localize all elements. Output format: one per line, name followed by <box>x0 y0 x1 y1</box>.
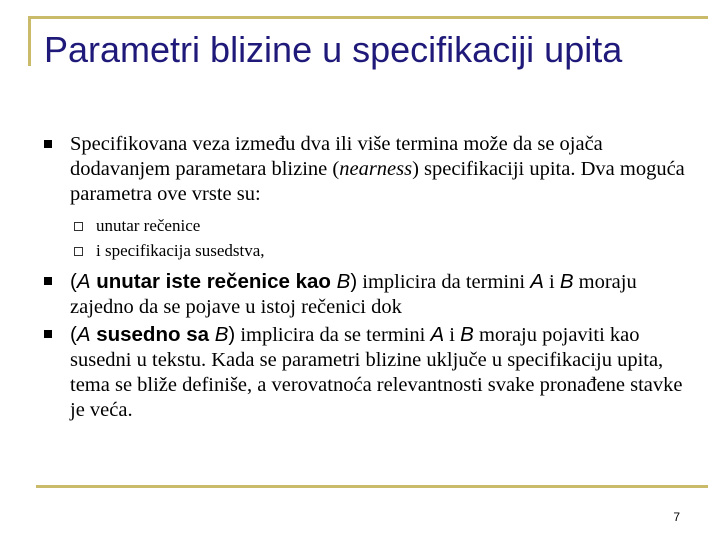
bullet-item-3 <box>36 322 696 423</box>
frame-left-border <box>28 16 31 66</box>
bullet-3-var-b2: B <box>460 323 474 346</box>
sub-bullet-list <box>70 213 696 263</box>
frame-top-border <box>28 16 708 19</box>
bullet-3-bold-phrase: susedno sa <box>90 323 215 346</box>
bullet-2-bold-phrase: unutar iste rečenice kao <box>90 270 337 293</box>
slide-title: Parametri blizine u specifikaciji upita <box>44 29 623 70</box>
bullet-3-var-a2: A <box>430 323 445 346</box>
bullet-1-text-before: Specifikovana veza između dva ili više termina može da se ojača dodavanjem parametara blizine ( <box>70 133 603 180</box>
bullet-2-var-a: A <box>76 270 91 293</box>
page-number: 7 <box>673 510 680 524</box>
bullet-2-var-b: B <box>336 270 351 293</box>
bullet-2-text-3: moraju zajedno da se pojave u istoj rečenici dok <box>70 271 637 318</box>
bullet-3-text-2: i <box>444 324 461 346</box>
sub-bullet-item: unutar rečenice <box>70 213 696 238</box>
bullet-1-text-after: ) specifikaciji upita. Dva moguća parametra ove vrste su: <box>70 158 685 205</box>
bullet-2-var-a2: A <box>530 270 544 293</box>
bullet-2-open-paren: ( <box>70 270 77 293</box>
bullet-item-2 <box>36 269 696 320</box>
footer-divider <box>36 485 708 488</box>
bullet-2-close-paren: ) <box>350 270 358 293</box>
sub-bullet-item: i specifikacija susedstva, <box>70 238 696 263</box>
bullet-1-italic-term: nearness <box>339 158 413 180</box>
bullet-item-1 <box>36 132 696 207</box>
bullet-2-text-1: implicira da termini <box>357 271 531 293</box>
bullet-3-var-b: B <box>214 323 229 346</box>
bullet-3-text-3: moraju pojaviti kao susedni u tekstu. Kada se parametri blizine uključe u specifikaciju upita, tema se bliže definiše, a verovatnoća relevantnosti svake pronađene stavke je veća. <box>70 324 683 421</box>
bullet-2-var-b2: B <box>559 270 574 293</box>
bullet-3-close-paren: ) <box>228 323 236 346</box>
bullet-3-var-a: A <box>76 323 91 346</box>
bullet-3-open-paren: ( <box>70 323 77 346</box>
bullet-3-text-1: implicira da se termini <box>235 324 431 346</box>
slide-content <box>36 132 696 423</box>
bullet-2-text-2: i <box>543 271 560 293</box>
